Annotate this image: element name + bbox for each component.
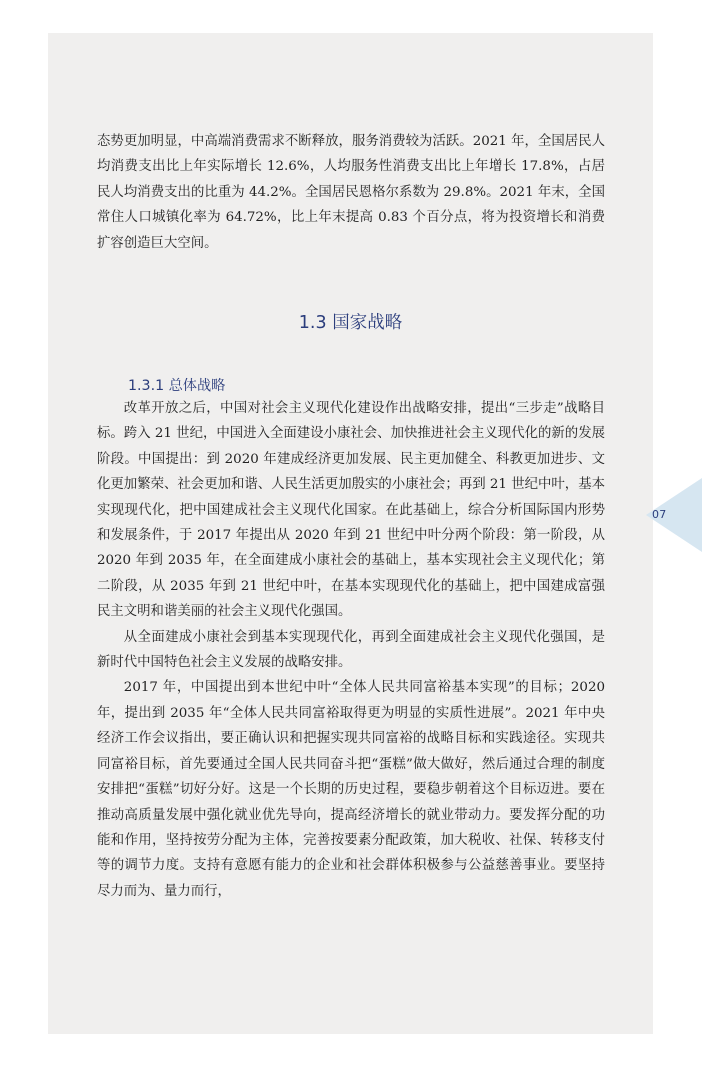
page-number: 07 [652, 508, 667, 521]
intro-text [97, 129, 605, 256]
body-paragraph: 2017 年，中国提出到本世纪中叶“全体人民共同富裕基本实现”的目标；2020 年，提出到 2035 年“全体人民共同富裕取得更为明显的实质性进展”。2021 年中央经济工作会议指出，要正确认识和把握实现共同富裕的战略目标和实践途径。实现共同富裕目标，首先要通过全国人民共同奋斗把“蛋糕”做大做好，然后通过合理的制度安排把“蛋糕”切好分好。这是一个长期的历史过程，要稳步朝着这个目标迈进。要在推动高质量发展中强化就业优先导向，提高经济增长的就业带动力。要发挥分配的功能和作用，坚持按劳分配为主体，完善按要素分配政策，加大税收、社保、转移支付等的调节力度。支持有意愿有能力的企业和社会群体积极参与公益慈善事业。要坚持尽力而为、量力而行， [97, 680, 605, 899]
intro-paragraph: 态势更加明显，中高端消费需求不断释放，服务消费较为活跃。2021 年，全国居民人均消费支出比上年实际增长 12.6%，人均服务性消费支出比上年增长 17.8%，占居民人均消费支出的比重为 44.2%。全国居民恩格尔系数为 29.8%。2021 年末，全国常住人口城镇化率为 64.72%，比上年末提高 0.83 个百分点，将为投资增长和消费扩容创造巨大空间。 [97, 134, 606, 251]
body-paragraph: 改革开放之后，中国对社会主义现代化建设作出战略安排，提出“三步走”战略目标。跨入 21 世纪，中国进入全面建设小康社会、加快推进社会主义现代化的新的发展阶段。中国提出：到 2020 年建成经济更加发展、民主更加健全、科教更加进步、文化更加繁荣、社会更加和谐、人民生活更加殷实的小康社会；再到 21 世纪中叶，基本实现现代化，把中国建成社会主义现代化国家。在此基础上，综合分析国际国内形势和发展条件，于 2017 年提出从 2020 年到 21 世纪中叶分两个阶段：第一阶段，从 2020 年到 2035 年，在全面建成小康社会的基础上，基本实现社会主义现代化；第二阶段，从 2035 年到 21 世纪中叶，在基本实现现代化的基础上，把中国建成富强民主文明和谐美丽的社会主义现代化强国。 [97, 401, 605, 620]
body-text [97, 396, 605, 904]
document-page [48, 33, 653, 1034]
body-paragraph: 从全面建成小康社会到基本实现现代化，再到全面建成社会主义现代化强国，是新时代中国特色社会主义发展的战略安排。 [97, 629, 605, 671]
subsection-title: 1.3.1 总体战略 [128, 378, 226, 394]
section-title: 1.3 国家战略 [298, 313, 403, 333]
